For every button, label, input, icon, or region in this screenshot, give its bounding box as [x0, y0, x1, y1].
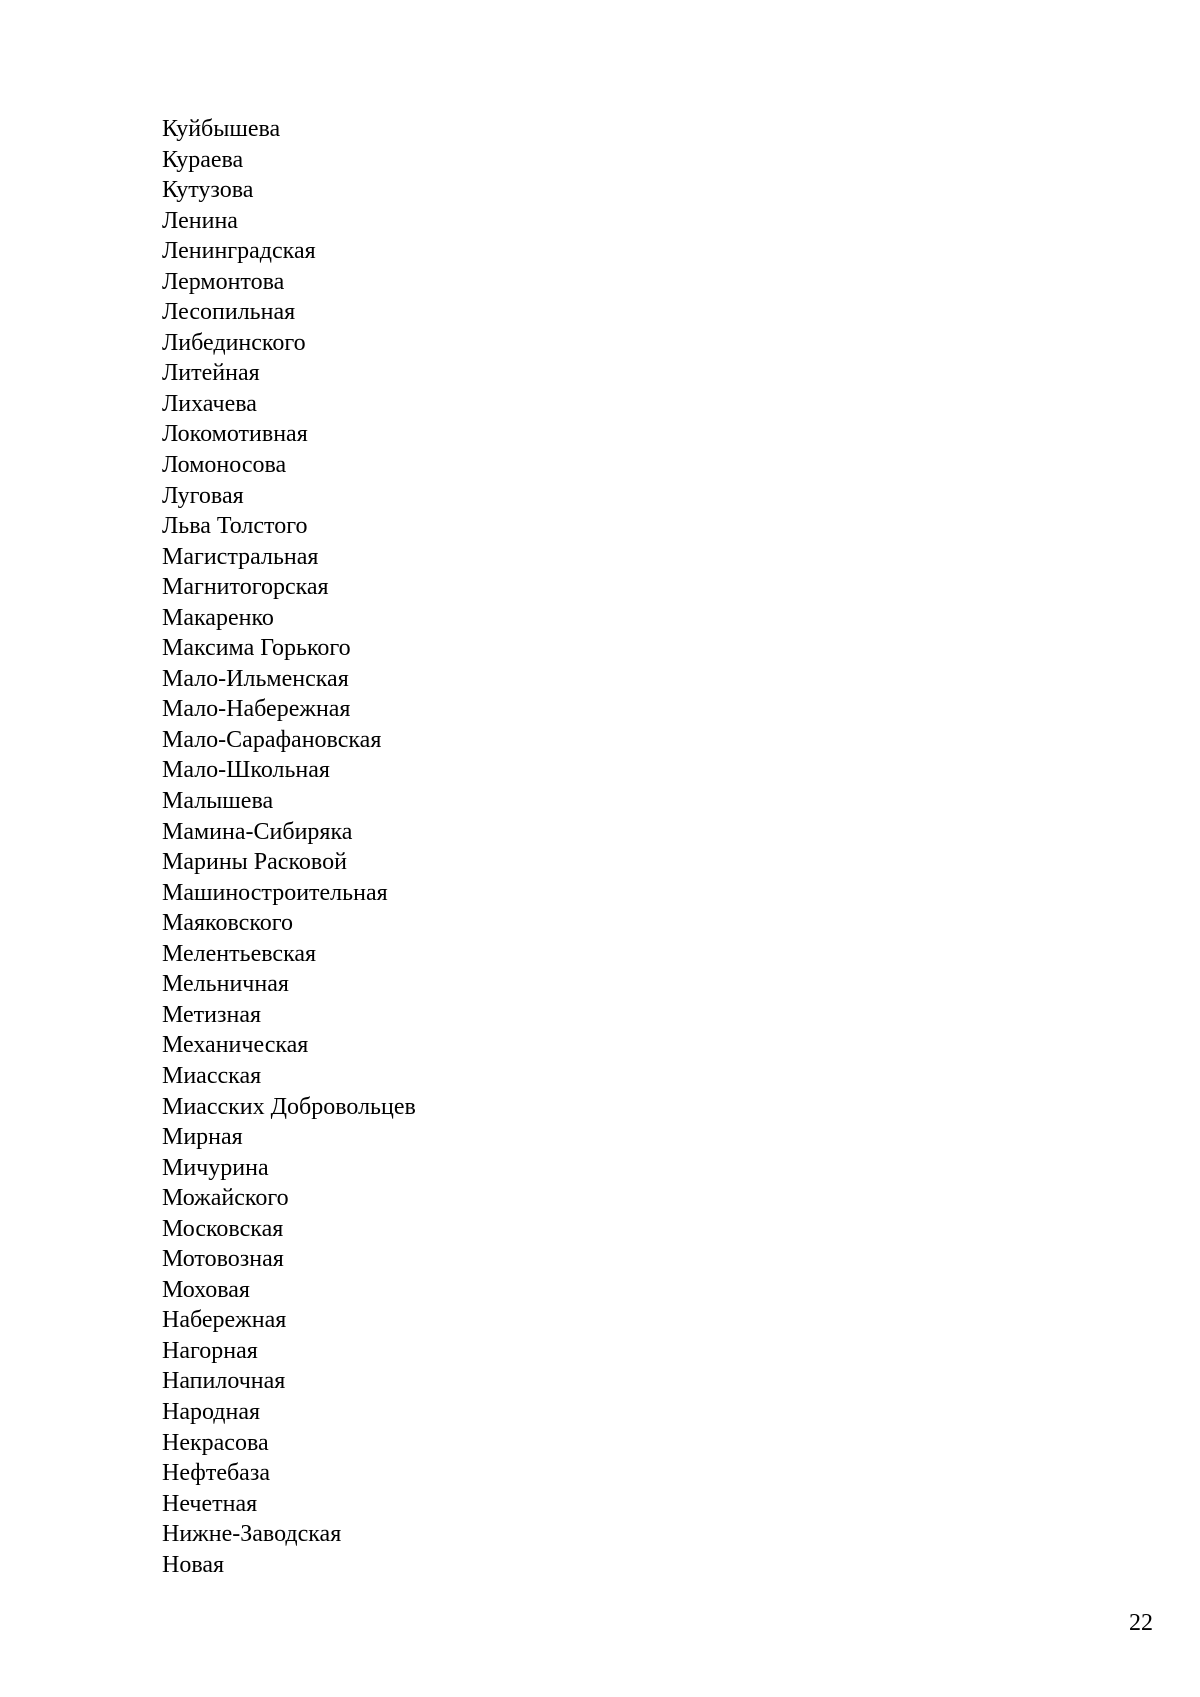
street-name: Нечетная	[162, 1490, 258, 1517]
street-name: Ломоносова	[162, 452, 287, 479]
street-name: Напилочная	[162, 1368, 286, 1395]
street-name: Мелентьевская	[162, 940, 317, 967]
street-name: Литейная	[162, 360, 260, 387]
street-name: Некрасова	[162, 1429, 269, 1456]
street-name: Максима Горького	[162, 635, 351, 662]
street-name: Ленина	[162, 207, 238, 234]
street-name: Лермонтова	[162, 268, 285, 295]
street-name: Нижне-Заводская	[162, 1521, 342, 1548]
street-name: Мичурина	[162, 1154, 269, 1181]
street-name: Мало-Школьная	[162, 757, 330, 784]
street-name: Лихачева	[162, 390, 257, 417]
street-name: Миасских Добровольцев	[162, 1093, 416, 1120]
street-name: Мало-Набережная	[162, 696, 351, 723]
street-name: Кураева	[162, 146, 244, 173]
street-name: Марины Расковой	[162, 849, 347, 876]
street-name: Механическая	[162, 1032, 309, 1059]
street-name: Макаренко	[162, 604, 274, 631]
street-name: Можайского	[162, 1185, 289, 1212]
street-name: Миасская	[162, 1062, 262, 1089]
street-name: Локомотивная	[162, 421, 308, 448]
street-name: Ленинградская	[162, 238, 316, 265]
street-name: Моховая	[162, 1276, 250, 1303]
street-name: Мельничная	[162, 971, 289, 998]
street-name: Мамина-Сибиряка	[162, 818, 353, 845]
street-name: Народная	[162, 1398, 261, 1425]
street-name: Московская	[162, 1215, 284, 1242]
street-name: Метизная	[162, 1001, 262, 1028]
street-name: Либединского	[162, 329, 306, 356]
street-name: Магистральная	[162, 543, 319, 570]
street-name: Льва Толстого	[162, 513, 308, 540]
page-number: 22	[1129, 1610, 1153, 1636]
street-name: Кутузова	[162, 177, 254, 204]
street-name: Машиностроительная	[162, 879, 388, 906]
street-name: Куйбышева	[162, 116, 281, 142]
street-name: Мало-Сарафановская	[162, 726, 382, 753]
street-name: Нагорная	[162, 1337, 258, 1364]
street-name: Малышева	[162, 788, 274, 815]
street-name: Лесопильная	[162, 299, 296, 326]
street-name: Мирная	[162, 1124, 243, 1151]
street-name: Маяковского	[162, 910, 294, 937]
street-name: Мало-Ильменская	[162, 665, 349, 692]
street-name: Луговая	[162, 482, 244, 509]
street-name: Мотовозная	[162, 1246, 284, 1273]
street-list	[162, 114, 416, 1580]
street-name: Магнитогорская	[162, 574, 329, 601]
street-name: Нефтебаза	[162, 1460, 270, 1487]
street-name: Набережная	[162, 1307, 287, 1334]
street-name: Новая	[162, 1551, 225, 1578]
